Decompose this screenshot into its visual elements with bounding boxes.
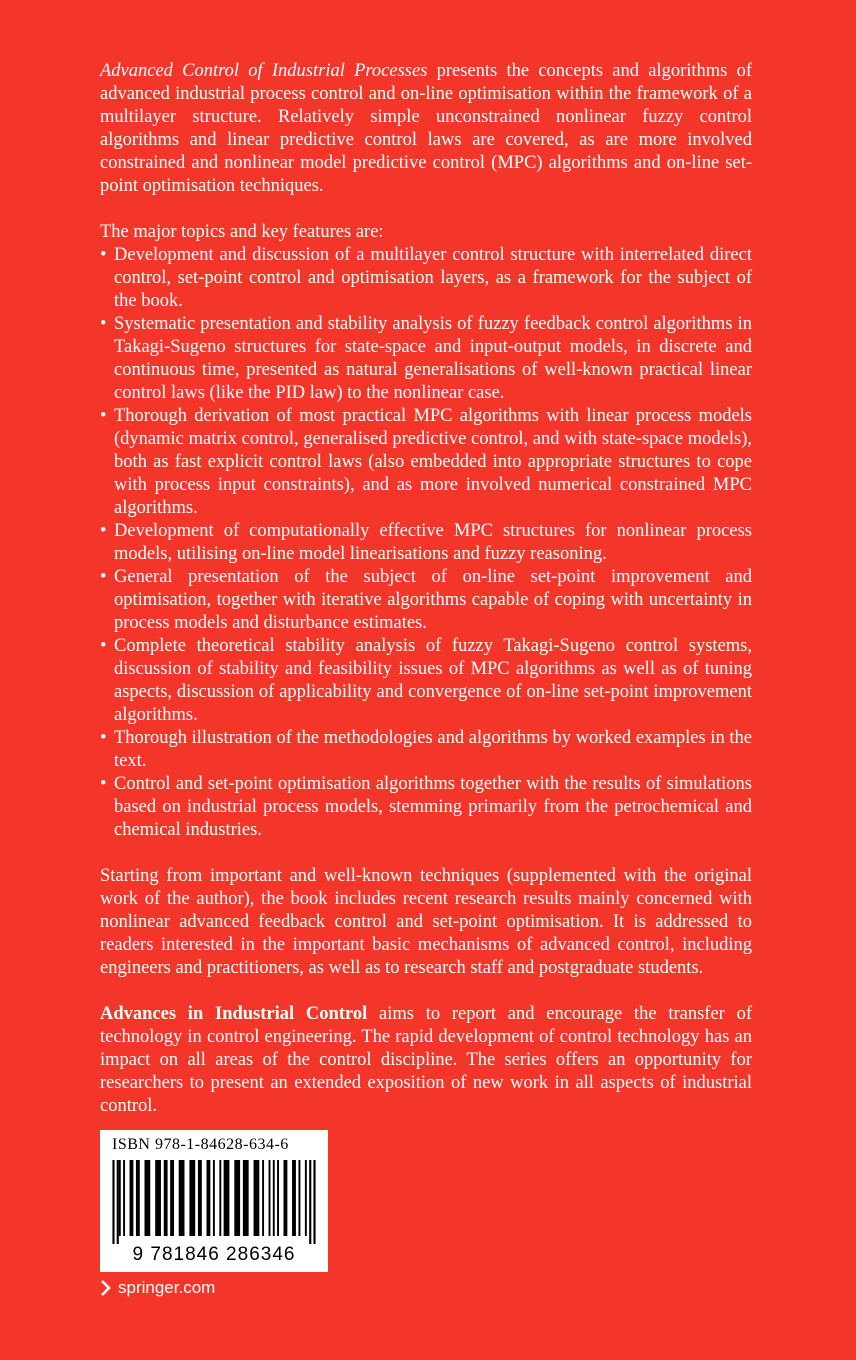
- isbn-label: ISBN 978-1-84628-634-6: [112, 1136, 289, 1153]
- barcode-bar: [298, 1160, 300, 1236]
- barcode-bar: [234, 1160, 240, 1236]
- barcode-bar: [112, 1160, 114, 1244]
- barcode-bar: [179, 1160, 185, 1236]
- barcode-bar: [170, 1160, 174, 1236]
- summary-paragraph: Starting from important and well-known techniques (supplemented with the original work of the author), the book includes recent research results mainly concerned with nonlinear advanced feedback control and set-point optimisation. It is addressed to readers interested in the important basic mechanisms of advanced control, including engineers and practitioners, as well as to research staff and postgraduate students.: [100, 866, 752, 978]
- back-cover-text: [100, 60, 752, 1118]
- series-text: aims to report and encourage the transfer of technology in control engineering. The rapid development of control technology has an impact on all areas of the control discipline. The series offers an opportunity for researchers to present an extended exposition of new work in all aspects of industrial control.: [100, 1004, 752, 1116]
- barcode-bar: [164, 1160, 168, 1236]
- barcode-bar: [130, 1160, 134, 1236]
- intro-paragraph: [100, 60, 752, 198]
- barcode-bar: [305, 1160, 307, 1236]
- publisher-link[interactable]: [100, 1278, 215, 1298]
- barcode-digits: 9 781846 286346: [132, 1244, 296, 1265]
- barcode-bar: [123, 1160, 125, 1236]
- isbn-barcode: [100, 1130, 328, 1272]
- barcode-bar: [155, 1160, 161, 1236]
- feature-item: • Development and discussion of a multilayer control structure with interrelated direct control, set-point control and optimisation layers, as a framework for the subject of the book.: [100, 244, 752, 313]
- barcode-bar: [254, 1160, 260, 1236]
- barcode-bar: [277, 1160, 279, 1236]
- barcode-bar: [292, 1160, 296, 1236]
- barcode-bars: [106, 1160, 322, 1244]
- series-paragraph: [100, 1003, 752, 1118]
- barcode-bar: [219, 1160, 221, 1236]
- series-name: Advances in Industrial Control: [100, 1004, 368, 1024]
- features-list: [100, 244, 752, 842]
- intro-text: presents the concepts and algorithms of advanced industrial process control and on-line optimisation within the framework of a multilayer structure. Relatively simple unconstrained nonlinear fuzzy control algorithms and linear predictive control laws are covered, as are more involved constrained and nonlinear model predictive control (MPC) algorithms and on-line set-point optimisation techniques.: [100, 61, 752, 196]
- feature-item: • Thorough derivation of most practical MPC algorithms with linear process models (dynamic matrix control, generalised predictive control, and with state-space models), both as fast explicit control laws (also embedded into appropriate structures to cope with process input constraints), and as more involved numerical constrained MPC algorithms.: [100, 405, 752, 520]
- barcode-bar: [198, 1160, 202, 1236]
- barcode-bar: [189, 1160, 195, 1236]
- features-heading: The major topics and key features are:: [100, 222, 384, 242]
- book-title: Advanced Control of Industrial Processes: [100, 61, 428, 81]
- feature-item: • Systematic presentation and stability analysis of fuzzy feedback control algorithms in Takagi-Sugeno structures for state-space and input-output models, in discrete and continuous time, presented as natural generalisations of well-known practical linear control laws (like the PID law) to the nonlinear case.: [100, 313, 752, 405]
- barcode-bar: [313, 1160, 315, 1244]
- barcode-bar: [144, 1160, 150, 1236]
- barcode-bar: [213, 1160, 215, 1236]
- feature-item: • General presentation of the subject of on-line set-point improvement and optimisation, together with iterative algorithms capable of coping with uncertainty in process models and disturbance estimates.: [100, 566, 752, 635]
- feature-item: • Thorough illustration of the methodologies and algorithms by worked examples in the text.: [100, 727, 752, 773]
- barcode-bar: [309, 1160, 311, 1244]
- barcode-bar: [119, 1160, 121, 1236]
- barcode-bar: [136, 1160, 140, 1236]
- barcode-bar: [262, 1160, 264, 1236]
- chevron-right-icon: [100, 1280, 112, 1296]
- feature-item: • Development of computationally effective MPC structures for nonlinear process models, utilising on-line model linearisations and fuzzy reasoning.: [100, 520, 752, 566]
- publisher-link-text: springer.com: [118, 1278, 216, 1297]
- barcode-bar: [243, 1160, 249, 1236]
- feature-item: • Control and set-point optimisation algorithms together with the results of simulations based on industrial process models, stemming primarily from the petrochemical and chemical industries.: [100, 773, 752, 842]
- barcode-bar: [269, 1160, 271, 1236]
- barcode-bar: [207, 1160, 211, 1236]
- barcode-bar: [117, 1160, 119, 1244]
- barcode-bar: [284, 1160, 288, 1236]
- feature-item: • Complete theoretical stability analysis of fuzzy Takagi-Sugeno control systems, discussion of stability and feasibility issues of MPC algorithms as well as of tuning aspects, discussion of applicability and convergence of on-line set-point improvement algorithms.: [100, 635, 752, 727]
- barcode-bar: [273, 1160, 275, 1236]
- barcode-bar: [224, 1160, 230, 1236]
